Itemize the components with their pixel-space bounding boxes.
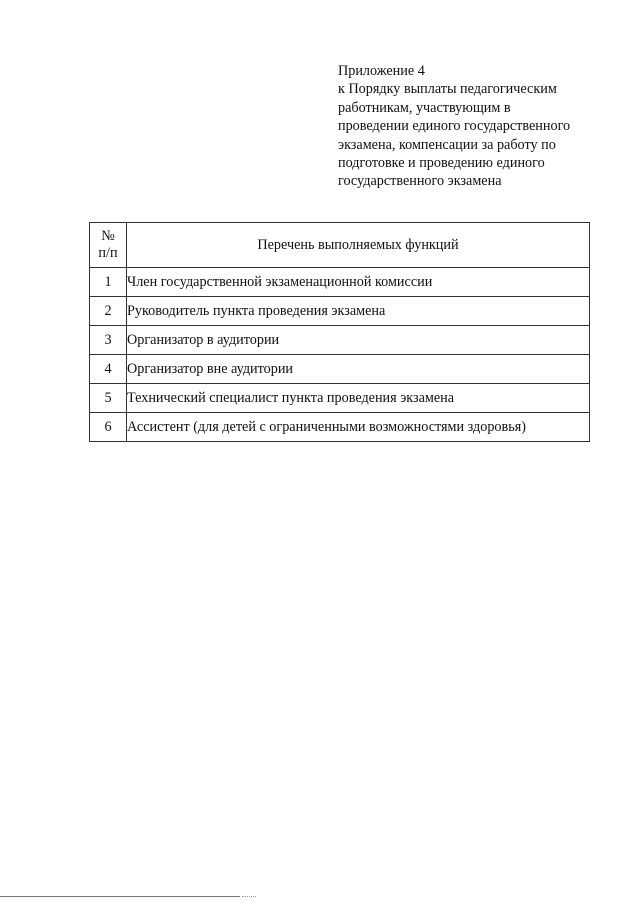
number-abbrev: п/п xyxy=(98,245,118,261)
appendix-line: подготовке и проведению единого xyxy=(338,155,545,172)
appendix-line: работникам, участвующим в xyxy=(338,99,511,116)
row-number: 1 xyxy=(90,268,127,297)
scan-edge-line xyxy=(0,896,240,897)
appendix-line: к Порядку выплаты педагогическим xyxy=(338,81,557,98)
function-text: Организатор вне аудитории xyxy=(127,355,590,384)
appendix-header xyxy=(338,62,608,191)
function-text: Член государственной экзаменационной комиссии xyxy=(127,268,590,297)
appendix-line: экзамена, компенсации за работу по xyxy=(338,136,556,153)
functions-column-header: Перечень выполняемых функций xyxy=(127,223,590,268)
row-number: 6 xyxy=(90,413,127,442)
function-text: Технический специалист пункта проведения экзамена xyxy=(127,384,590,413)
row-number: 4 xyxy=(90,355,127,384)
table-row xyxy=(90,297,590,326)
row-number: 5 xyxy=(90,384,127,413)
appendix-line: проведении единого государственного xyxy=(338,118,571,135)
function-text: Ассистент (для детей с ограниченными возможностями здоровья) xyxy=(127,413,590,442)
scan-edge-dots xyxy=(242,896,256,897)
appendix-title: Приложение 4 xyxy=(338,63,425,79)
appendix-line: государственного экзамена xyxy=(338,173,502,190)
table-row xyxy=(90,384,590,413)
table-row xyxy=(90,268,590,297)
row-number: 2 xyxy=(90,297,127,326)
table-row xyxy=(90,326,590,355)
number-sign: № xyxy=(101,228,115,244)
functions-table xyxy=(89,222,590,442)
table-header-row xyxy=(90,223,590,268)
function-text: Организатор в аудитории xyxy=(127,326,590,355)
function-text: Руководитель пункта проведения экзамена xyxy=(127,297,590,326)
table-row xyxy=(90,413,590,442)
number-column-header xyxy=(90,223,127,268)
row-number: 3 xyxy=(90,326,127,355)
table-row xyxy=(90,355,590,384)
